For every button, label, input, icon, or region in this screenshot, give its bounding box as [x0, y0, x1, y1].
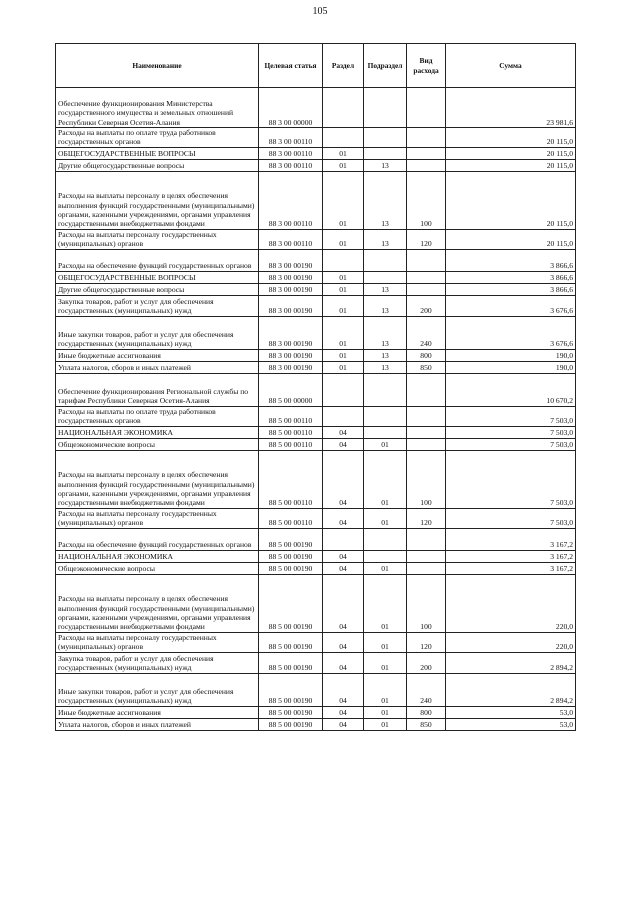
table-row: [56, 283, 576, 295]
table-row: [56, 147, 576, 159]
table-row: [56, 562, 576, 574]
cell-subsection: [364, 271, 407, 283]
cell-code: 88 3 00 00110: [259, 171, 323, 229]
cell-vid: [407, 147, 446, 159]
cell-sum: 3 866,6: [446, 271, 576, 283]
cell-vid: 240: [407, 673, 446, 706]
cell-name: Иные закупки товаров, работ и услуг для обеспечения государственных (муниципальных) нужд: [56, 316, 259, 349]
cell-name: НАЦИОНАЛЬНАЯ ЭКОНОМИКА: [56, 550, 259, 562]
cell-section: 01: [323, 295, 364, 316]
header-code: Целевая статья: [259, 44, 323, 88]
cell-code: 88 5 00 00190: [259, 706, 323, 718]
header-vid: Вид расхода: [407, 44, 446, 88]
cell-subsection: 13: [364, 349, 407, 361]
cell-code: 88 3 00 00190: [259, 349, 323, 361]
cell-name: Расходы на выплаты персоналу государственных (муниципальных) органов: [56, 508, 259, 528]
cell-sum: 23 981,6: [446, 88, 576, 128]
header-subsection: Подраздел: [364, 44, 407, 88]
cell-name: Расходы на выплаты по оплате труда работников государственных органов: [56, 406, 259, 426]
cell-code: 88 3 00 00110: [259, 159, 323, 171]
cell-code: 88 5 00 00190: [259, 528, 323, 550]
cell-vid: [407, 88, 446, 128]
cell-subsection: 13: [364, 159, 407, 171]
cell-subsection: [364, 373, 407, 406]
cell-subsection: [364, 406, 407, 426]
cell-code: 88 3 00 00000: [259, 88, 323, 128]
cell-name: Расходы на выплаты персоналу в целях обеспечения выполнения функций государственными (муниципальными) органами, казенными учреждениями, органами управления государственными внебюджетными фондами: [56, 450, 259, 508]
cell-subsection: 13: [364, 229, 407, 249]
cell-code: 88 3 00 00190: [259, 295, 323, 316]
cell-code: 88 5 00 00190: [259, 574, 323, 632]
cell-subsection: 01: [364, 706, 407, 718]
table-row: [56, 550, 576, 562]
cell-code: 88 5 00 00190: [259, 673, 323, 706]
cell-name: ОБЩЕГОСУДАРСТВЕННЫЕ ВОПРОСЫ: [56, 147, 259, 159]
cell-code: 88 5 00 00190: [259, 652, 323, 673]
cell-section: 04: [323, 706, 364, 718]
table-body: [56, 88, 576, 731]
cell-sum: 3 866,6: [446, 249, 576, 271]
cell-section: 04: [323, 550, 364, 562]
cell-code: 88 5 00 00110: [259, 406, 323, 426]
cell-name: Общеэкономические вопросы: [56, 562, 259, 574]
cell-name: Расходы на обеспечение функций государственных органов: [56, 249, 259, 271]
table-row: [56, 171, 576, 229]
table-row: [56, 508, 576, 528]
cell-section: 04: [323, 450, 364, 508]
cell-name: Иные бюджетные ассигнования: [56, 349, 259, 361]
header-name: Наименование: [56, 44, 259, 88]
cell-section: 01: [323, 171, 364, 229]
cell-code: 88 5 00 00190: [259, 718, 323, 730]
table-row: [56, 574, 576, 632]
cell-code: 88 5 00 00190: [259, 632, 323, 652]
table-row: [56, 718, 576, 730]
cell-vid: 120: [407, 508, 446, 528]
cell-code: 88 3 00 00190: [259, 271, 323, 283]
cell-vid: [407, 159, 446, 171]
cell-name: Обеспечение функционирования Министерства государственного имущества и земельных отношений Республики Северная Осетия-Алания: [56, 88, 259, 128]
table-row: [56, 438, 576, 450]
cell-section: [323, 528, 364, 550]
cell-subsection: [364, 528, 407, 550]
cell-sum: 220,0: [446, 632, 576, 652]
cell-vid: 800: [407, 349, 446, 361]
cell-subsection: [364, 550, 407, 562]
cell-subsection: 01: [364, 438, 407, 450]
table-row: [56, 295, 576, 316]
cell-subsection: 01: [364, 450, 407, 508]
cell-vid: [407, 128, 446, 148]
cell-name: Расходы на выплаты по оплате труда работников государственных органов: [56, 128, 259, 148]
table-row: [56, 229, 576, 249]
cell-name: Расходы на выплаты персоналу государственных (муниципальных) органов: [56, 229, 259, 249]
cell-name: Расходы на выплаты персоналу в целях обеспечения выполнения функций государственными (муниципальными) органами, казенными учреждениями, органами управления государственными внебюджетными фондами: [56, 574, 259, 632]
table-row: [56, 673, 576, 706]
table-row: [56, 316, 576, 349]
table-row: [56, 450, 576, 508]
cell-vid: 850: [407, 361, 446, 373]
cell-sum: 190,0: [446, 349, 576, 361]
cell-code: 88 5 00 00190: [259, 550, 323, 562]
table-row: [56, 426, 576, 438]
cell-section: [323, 249, 364, 271]
table-row: [56, 349, 576, 361]
cell-name: Расходы на выплаты персоналу государственных (муниципальных) органов: [56, 632, 259, 652]
cell-section: [323, 128, 364, 148]
cell-code: 88 3 00 00190: [259, 316, 323, 349]
table-row: [56, 528, 576, 550]
cell-code: 88 3 00 00110: [259, 128, 323, 148]
cell-sum: 220,0: [446, 574, 576, 632]
cell-sum: 20 115,0: [446, 147, 576, 159]
cell-vid: [407, 373, 446, 406]
cell-subsection: 13: [364, 316, 407, 349]
cell-subsection: 01: [364, 508, 407, 528]
cell-subsection: 01: [364, 652, 407, 673]
cell-vid: 850: [407, 718, 446, 730]
cell-sum: 3 167,2: [446, 550, 576, 562]
cell-vid: [407, 438, 446, 450]
cell-name: Иные бюджетные ассигнования: [56, 706, 259, 718]
cell-name: НАЦИОНАЛЬНАЯ ЭКОНОМИКА: [56, 426, 259, 438]
cell-name: Уплата налогов, сборов и иных платежей: [56, 718, 259, 730]
cell-name: Общеэкономические вопросы: [56, 438, 259, 450]
cell-section: 01: [323, 147, 364, 159]
table-row: [56, 128, 576, 148]
table-row: [56, 361, 576, 373]
cell-code: 88 5 00 00110: [259, 450, 323, 508]
cell-sum: 20 115,0: [446, 159, 576, 171]
cell-sum: 7 503,0: [446, 438, 576, 450]
cell-section: [323, 406, 364, 426]
cell-vid: 120: [407, 229, 446, 249]
cell-vid: [407, 550, 446, 562]
cell-section: 01: [323, 271, 364, 283]
header-section: Раздел: [323, 44, 364, 88]
cell-code: 88 3 00 00110: [259, 147, 323, 159]
cell-subsection: 13: [364, 171, 407, 229]
cell-section: 01: [323, 349, 364, 361]
cell-sum: 3 167,2: [446, 528, 576, 550]
cell-sum: 20 115,0: [446, 128, 576, 148]
cell-subsection: 13: [364, 361, 407, 373]
cell-subsection: 01: [364, 718, 407, 730]
cell-section: 01: [323, 229, 364, 249]
cell-vid: [407, 528, 446, 550]
cell-vid: 200: [407, 295, 446, 316]
table-row: [56, 406, 576, 426]
cell-name: Расходы на выплаты персоналу в целях обеспечения выполнения функций государственными (муниципальными) органами, казенными учреждениями, органами управления государственными внебюджетными фондами: [56, 171, 259, 229]
cell-vid: 200: [407, 652, 446, 673]
cell-section: 04: [323, 718, 364, 730]
cell-code: 88 3 00 00190: [259, 249, 323, 271]
cell-sum: 3 866,6: [446, 283, 576, 295]
cell-code: 88 5 00 00110: [259, 438, 323, 450]
cell-code: 88 3 00 00190: [259, 283, 323, 295]
cell-name: ОБЩЕГОСУДАРСТВЕННЫЕ ВОПРОСЫ: [56, 271, 259, 283]
table-row: [56, 632, 576, 652]
cell-name: Расходы на обеспечение функций государственных органов: [56, 528, 259, 550]
cell-sum: 53,0: [446, 706, 576, 718]
cell-subsection: 01: [364, 562, 407, 574]
cell-subsection: [364, 147, 407, 159]
cell-name: Другие общегосударственные вопросы: [56, 283, 259, 295]
cell-sum: 2 894,2: [446, 673, 576, 706]
cell-vid: 800: [407, 706, 446, 718]
cell-section: 04: [323, 508, 364, 528]
cell-code: 88 5 00 00190: [259, 562, 323, 574]
cell-code: 88 5 00 00000: [259, 373, 323, 406]
cell-vid: [407, 406, 446, 426]
cell-section: 01: [323, 316, 364, 349]
cell-code: 88 3 00 00190: [259, 361, 323, 373]
cell-sum: 3 676,6: [446, 316, 576, 349]
cell-section: 01: [323, 361, 364, 373]
cell-name: Иные закупки товаров, работ и услуг для обеспечения государственных (муниципальных) нужд: [56, 673, 259, 706]
cell-name: Другие общегосударственные вопросы: [56, 159, 259, 171]
cell-vid: [407, 426, 446, 438]
cell-sum: 190,0: [446, 361, 576, 373]
cell-section: 04: [323, 438, 364, 450]
cell-name: Закупка товаров, работ и услуг для обеспечения государственных (муниципальных) нужд: [56, 295, 259, 316]
cell-section: 04: [323, 673, 364, 706]
page-number: 105: [312, 6, 328, 17]
cell-vid: [407, 249, 446, 271]
cell-vid: 100: [407, 450, 446, 508]
cell-vid: [407, 562, 446, 574]
cell-sum: 7 503,0: [446, 406, 576, 426]
table-row: [56, 373, 576, 406]
table-row: [56, 706, 576, 718]
cell-name: Уплата налогов, сборов и иных платежей: [56, 361, 259, 373]
cell-sum: 7 503,0: [446, 508, 576, 528]
header-sum: Сумма: [446, 44, 576, 88]
cell-section: 04: [323, 574, 364, 632]
cell-code: 88 5 00 00110: [259, 426, 323, 438]
cell-sum: 7 503,0: [446, 450, 576, 508]
cell-vid: 240: [407, 316, 446, 349]
table-row: [56, 249, 576, 271]
cell-section: 04: [323, 562, 364, 574]
cell-vid: [407, 283, 446, 295]
cell-section: 04: [323, 652, 364, 673]
cell-sum: 20 115,0: [446, 229, 576, 249]
table-row: [56, 271, 576, 283]
cell-sum: 10 670,2: [446, 373, 576, 406]
cell-sum: 20 115,0: [446, 171, 576, 229]
cell-section: 04: [323, 426, 364, 438]
cell-section: 01: [323, 159, 364, 171]
table-row: [56, 159, 576, 171]
cell-vid: 100: [407, 574, 446, 632]
cell-vid: 120: [407, 632, 446, 652]
cell-subsection: [364, 426, 407, 438]
cell-sum: 53,0: [446, 718, 576, 730]
cell-subsection: [364, 88, 407, 128]
cell-subsection: 01: [364, 632, 407, 652]
cell-vid: [407, 271, 446, 283]
cell-section: [323, 88, 364, 128]
cell-section: 01: [323, 283, 364, 295]
cell-vid: 100: [407, 171, 446, 229]
cell-subsection: 01: [364, 673, 407, 706]
cell-name: Обеспечение функционирования Региональной службы по тарифам Республики Северная Осетия-Алания: [56, 373, 259, 406]
table-row: [56, 652, 576, 673]
cell-subsection: 13: [364, 283, 407, 295]
cell-section: [323, 373, 364, 406]
cell-sum: 3 167,2: [446, 562, 576, 574]
cell-section: 04: [323, 632, 364, 652]
budget-table: [55, 43, 576, 731]
cell-subsection: [364, 128, 407, 148]
cell-subsection: 13: [364, 295, 407, 316]
table-row: [56, 88, 576, 128]
cell-subsection: [364, 249, 407, 271]
cell-sum: 3 676,6: [446, 295, 576, 316]
cell-sum: 2 894,2: [446, 652, 576, 673]
cell-code: 88 5 00 00110: [259, 508, 323, 528]
cell-code: 88 3 00 00110: [259, 229, 323, 249]
cell-sum: 7 503,0: [446, 426, 576, 438]
cell-name: Закупка товаров, работ и услуг для обеспечения государственных (муниципальных) нужд: [56, 652, 259, 673]
cell-subsection: 01: [364, 574, 407, 632]
